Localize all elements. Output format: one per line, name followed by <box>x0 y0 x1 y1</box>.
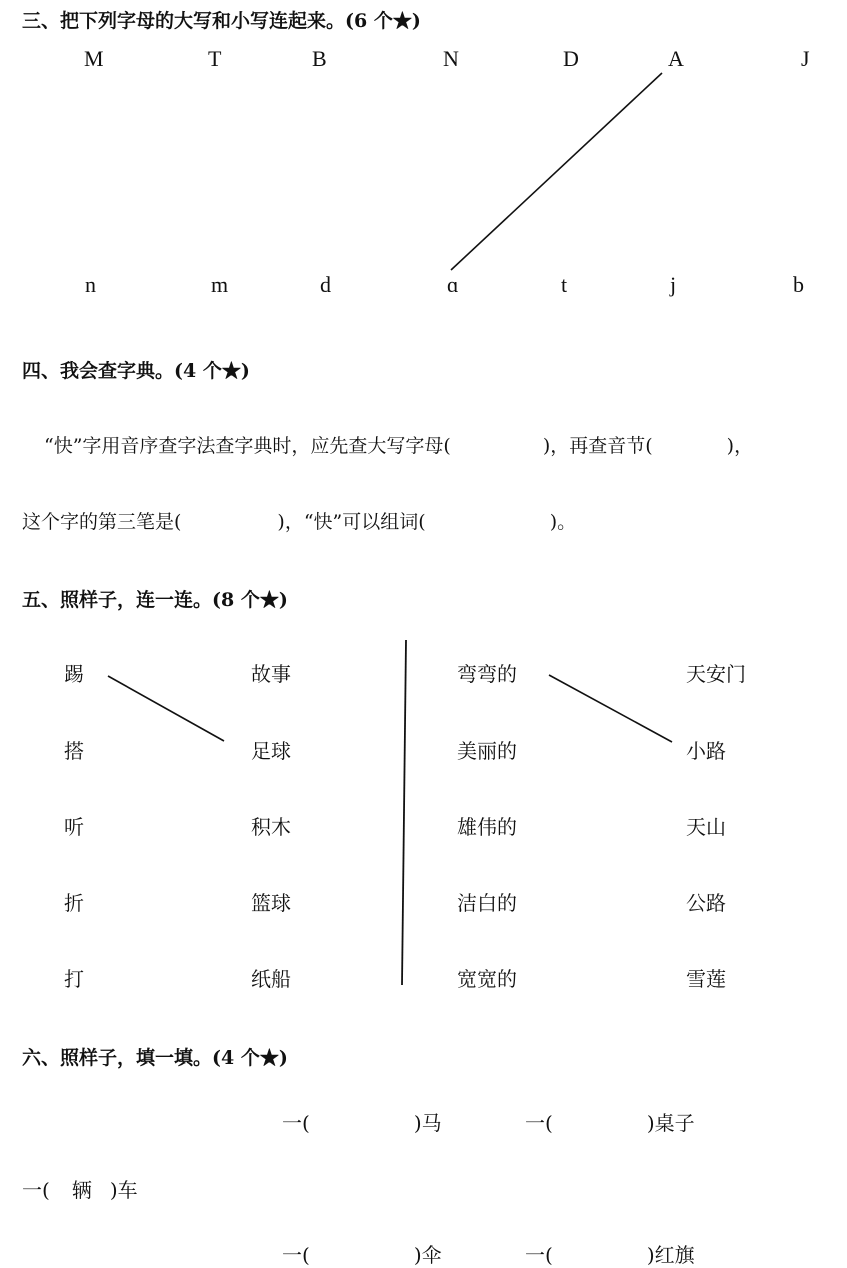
noun-word[interactable]: 天山 <box>686 815 726 839</box>
noun-word[interactable]: 小路 <box>686 739 726 763</box>
fill-prefix: 一( <box>282 1111 310 1135</box>
adjective-word[interactable]: 宽宽的 <box>457 967 517 991</box>
adjective-word[interactable]: 洁白的 <box>457 891 517 915</box>
object-word[interactable]: 足球 <box>251 739 291 763</box>
adjective-word[interactable]: 美丽的 <box>457 739 517 763</box>
example-line-a <box>451 73 662 270</box>
lowercase-letter[interactable]: t <box>561 272 568 297</box>
fill-suffix: )红旗 <box>646 1243 695 1267</box>
object-word[interactable]: 积木 <box>251 815 291 839</box>
dictionary-text: )，再查音节( <box>542 435 653 457</box>
verb-word[interactable]: 搭 <box>64 739 84 763</box>
uppercase-letter[interactable]: D <box>563 46 579 71</box>
lowercase-letter[interactable]: j <box>670 272 677 297</box>
lowercase-letter[interactable]: b <box>793 272 804 297</box>
dictionary-text: )。 <box>549 511 577 533</box>
adjective-word[interactable]: 弯弯的 <box>457 662 517 686</box>
verb-word[interactable]: 踢 <box>64 662 84 686</box>
fill-prefix: 一( <box>282 1243 310 1267</box>
lowercase-letter[interactable]: ɑ <box>447 272 459 297</box>
column-divider <box>402 640 406 985</box>
uppercase-letter[interactable]: J <box>801 46 810 71</box>
fill-suffix: )伞 <box>413 1243 442 1267</box>
section6-heading: 六、照样子，填一填。(4 个★) <box>22 1047 288 1069</box>
section3-heading: 三、把下列字母的大写和小写连起来。(6 个★) <box>22 10 421 32</box>
noun-word[interactable]: 雪莲 <box>686 967 726 991</box>
dictionary-text: 这个字的第三笔是( <box>22 511 182 533</box>
uppercase-letter[interactable]: N <box>443 46 459 71</box>
verb-word[interactable]: 听 <box>64 815 84 839</box>
lowercase-letter[interactable]: m <box>211 272 229 297</box>
example-line-kick-football <box>108 676 224 741</box>
lowercase-letter[interactable]: d <box>320 272 331 297</box>
uppercase-letter[interactable]: A <box>668 46 684 71</box>
uppercase-letter[interactable]: B <box>312 46 327 71</box>
uppercase-letter[interactable]: T <box>208 46 222 71</box>
fill-suffix: )车 <box>109 1178 138 1202</box>
verb-word[interactable]: 折 <box>64 891 84 915</box>
object-word[interactable]: 故事 <box>251 662 291 686</box>
lowercase-letter[interactable]: n <box>85 272 96 297</box>
fill-suffix: )桌子 <box>646 1111 695 1135</box>
section4-heading: 四、我会查字典。(4 个★) <box>22 360 250 382</box>
verb-word[interactable]: 打 <box>64 967 84 991</box>
dictionary-text: )，“快”可以组词( <box>277 511 426 533</box>
noun-word[interactable]: 天安门 <box>686 662 746 686</box>
fill-prefix: 一( <box>22 1178 50 1202</box>
fill-suffix: )马 <box>413 1111 442 1135</box>
uppercase-letter[interactable]: M <box>84 46 104 71</box>
example-line-curved-path <box>549 675 672 742</box>
fill-prefix: 一( <box>525 1111 553 1135</box>
section5-heading: 五、照样子，连一连。(8 个★) <box>22 589 288 611</box>
object-word[interactable]: 篮球 <box>251 891 291 915</box>
fill-example-answer: 辆 <box>71 1178 92 1202</box>
object-word[interactable]: 纸船 <box>251 967 291 991</box>
dictionary-text: )， <box>726 435 754 457</box>
adjective-word[interactable]: 雄伟的 <box>457 815 517 839</box>
noun-word[interactable]: 公路 <box>686 891 726 915</box>
fill-prefix: 一( <box>525 1243 553 1267</box>
dictionary-text: “快”字用音序查字法查字典时，应先查大写字母( <box>44 435 451 457</box>
